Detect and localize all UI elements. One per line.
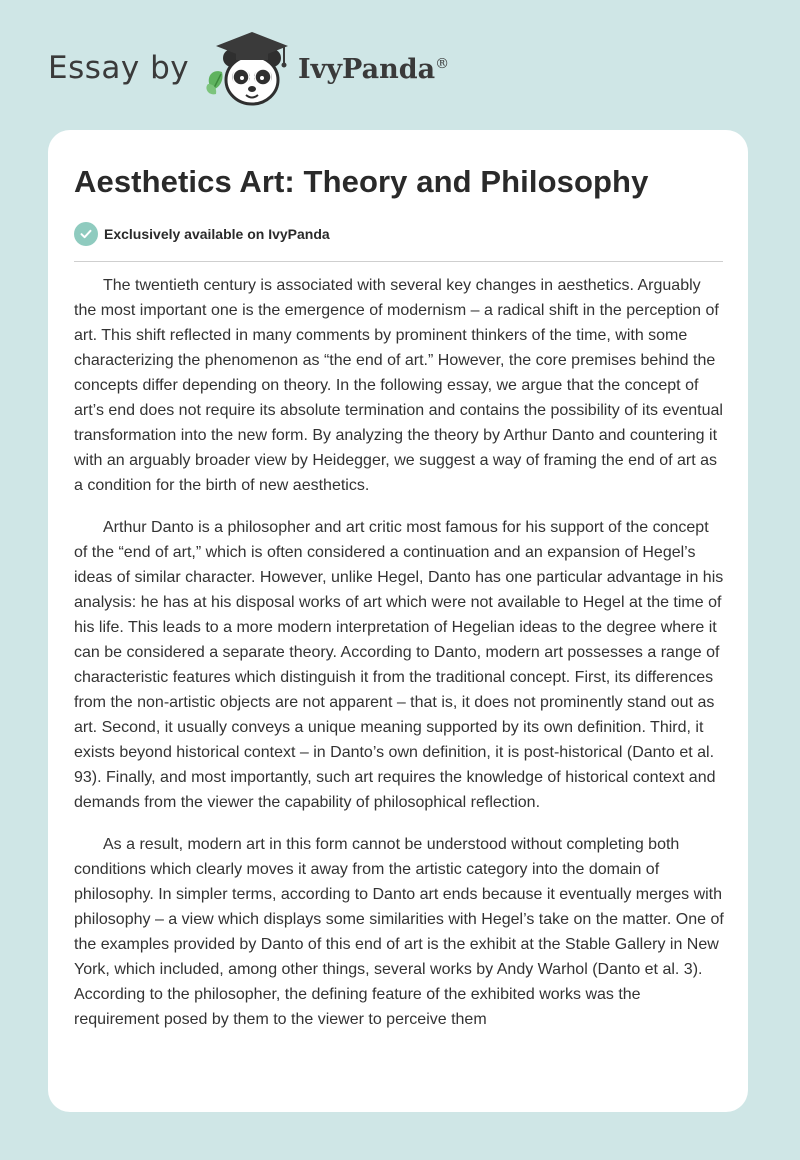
essay-card — [48, 130, 748, 1112]
brand-name-text: IvyPanda — [298, 54, 436, 85]
check-circle-icon — [74, 222, 98, 246]
brand-name[interactable] — [298, 54, 449, 85]
essay-body — [74, 273, 726, 1049]
site-header — [48, 28, 508, 108]
page-title: Aesthetics Art: Theory and Philosophy — [74, 164, 649, 199]
essay-by-label: Essay by — [48, 50, 190, 86]
panda-graduate-icon[interactable] — [202, 28, 296, 108]
divider — [74, 261, 723, 262]
paragraph: The twentieth century is associated with several key changes in aesthetics. Arguably the most important one is the emergence of modernism – a radical shift in the perception of art. This shift reflected in many comments by prominent thinkers of the time, with some characterizing the phenomenon as “the end of art.” However, the core premises behind the concepts differ depending on theory. In the following essay, we argue that the concept of art’s end does not require its absolute termination and contains the possibility of its eventual transformation into the new form. By analyzing the theory by Arthur Danto and countering it with an arguably broader view by Heidegger, we suggest a way of framing the end of art as a condition for the birth of new aesthetics. — [74, 277, 723, 494]
exclusive-badge-text: Exclusively available on IvyPanda — [104, 226, 330, 242]
paragraph: As a result, modern art in this form cannot be understood without completing both conditions which clearly moves it away from the artistic category into the domain of philosophy. In simpler terms, according to Danto art ends because it eventually merges with philosophy – a view which displays some similarities with Hegel’s take on the matter. One of the examples provided by Danto of this end of art is the exhibit at the Stable Gallery in New York, which included, among other things, several works by Andy Warhol (Danto et al. 3). According to the philosopher, the defining feature of the exhibited works was the requirement posed by them to the viewer to perceive them — [74, 836, 724, 1028]
paragraph: Arthur Danto is a philosopher and art critic most famous for his support of the concept of the “end of art,” which is often considered a continuation and an expansion of Hegel’s ideas of similar character. However, unlike Hegel, Danto has one particular advantage in his analysis: he has at his disposal works of art which were not available to Hegel at the time of his life. This leads to a more modern interpretation of Hegelian ideas to the degree where it can be considered a separate theory. According to Danto, modern art possesses a range of characteristic features which distinguish it from the traditional concept. First, its differences from the non-artistic objects are not apparent – that is, it does not prominently stand out as art. Second, it usually conveys a unique meaning supported by its own definition. Third, it exists beyond historical context – in Danto’s own definition, it is post-historical (Danto et al. 93). Finally, and most importantly, such art requires the knowledge of historical context and demands from the viewer the capability of philosophical reflection. — [74, 519, 724, 811]
registered-mark: ® — [435, 56, 450, 72]
exclusive-badge — [74, 222, 330, 246]
